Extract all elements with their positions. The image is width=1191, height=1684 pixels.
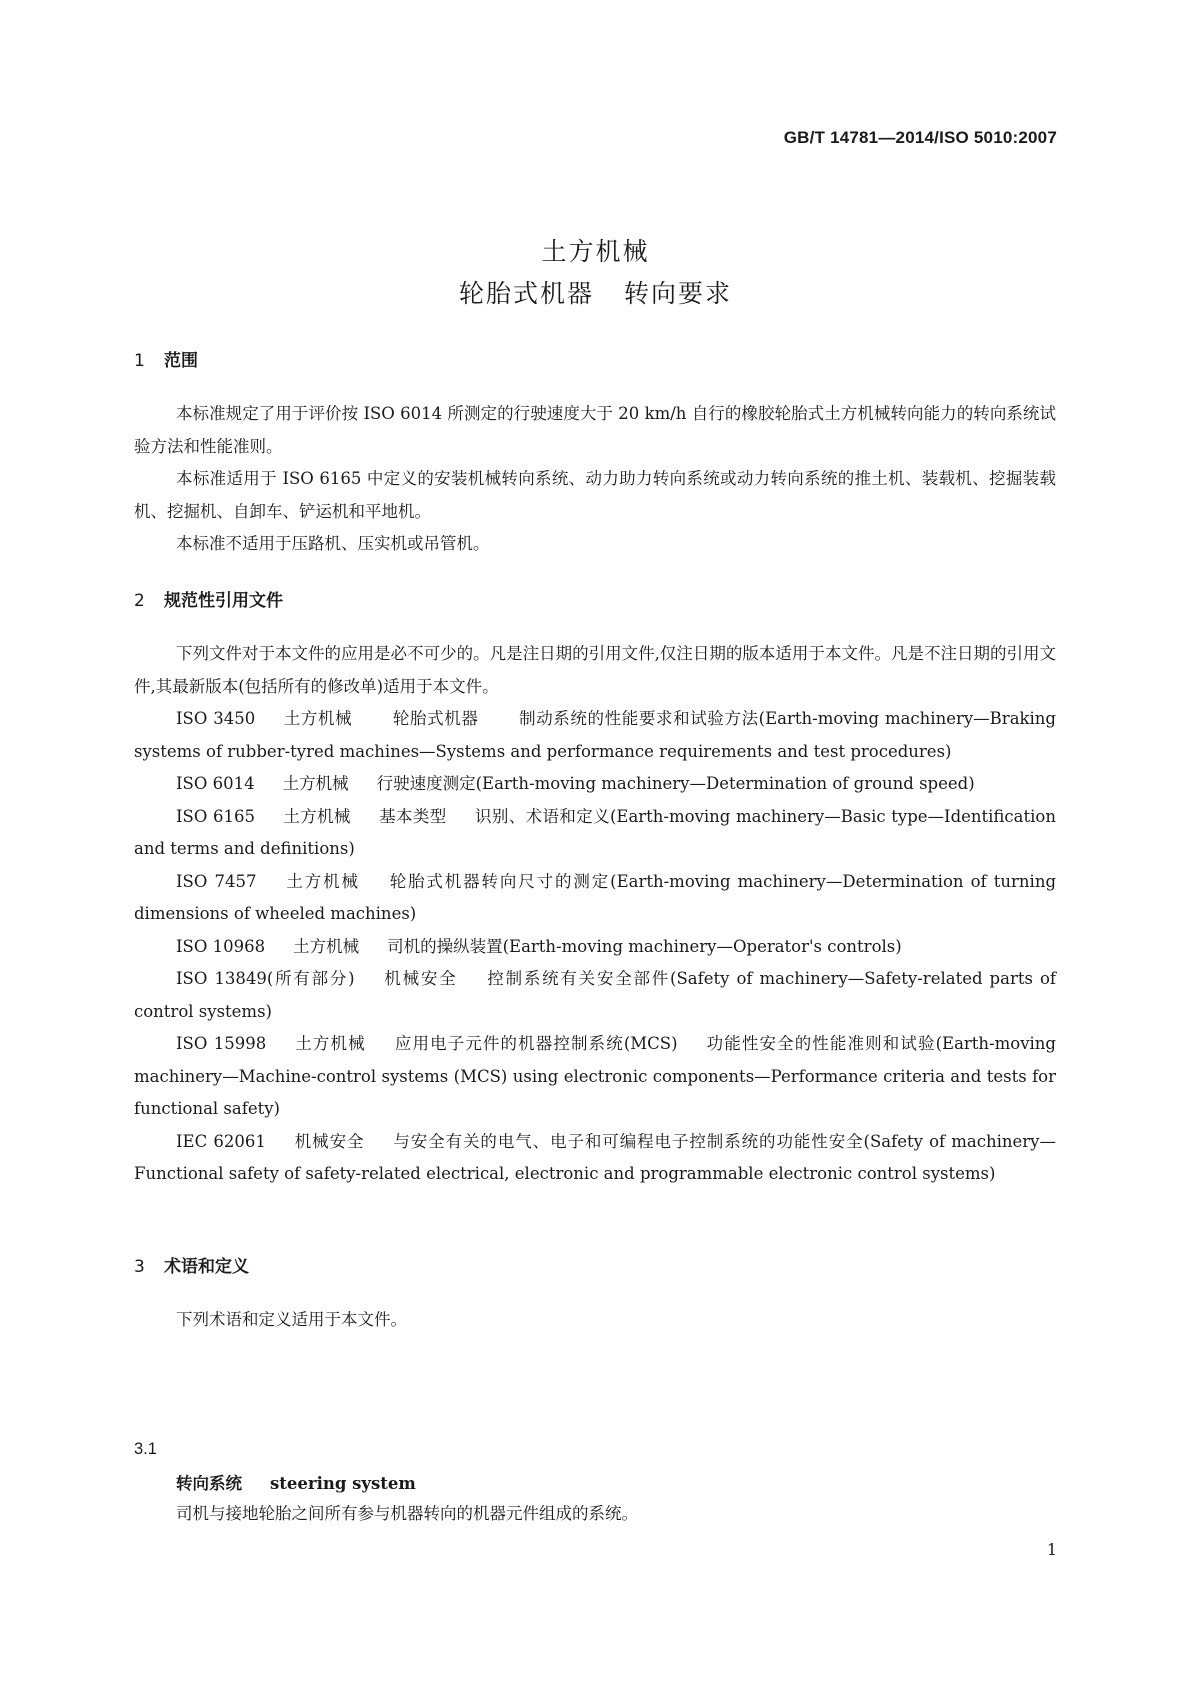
reference-item: ISO 13849(所有部分) 机械安全 控制系统有关安全部件(Safety of machinery—Safety-related parts of control systems) <box>134 969 1057 1021</box>
doc-title-line2 <box>0 274 1191 310</box>
reference-item: ISO 6165 土方机械 基本类型 识别、术语和定义(Earth-moving machinery—Basic type—Identification and terms and definitions) <box>134 806 1056 858</box>
section-number: 2 <box>134 591 145 611</box>
paragraph: 本标准规定了用于评价按 ISO 6014 所测定的行驶速度大于 20 km/h 自行的橡胶轮胎式土方机械转向能力的转向系统试验方法和性能准则。 <box>134 404 1056 456</box>
paragraph: 下列文件对于本文件的应用是必不可少的。凡是注日期的引用文件,仅注日期的版本适用于本文件。凡是不注日期的引用文件,其最新版本(包括所有的修改单)适用于本文件。 <box>134 644 1056 696</box>
term-english: steering system <box>270 1474 416 1493</box>
paragraph: 本标准不适用于压路机、压实机或吊管机。 <box>176 534 490 553</box>
section-2-heading <box>134 586 283 611</box>
term-definition: 司机与接地轮胎之间所有参与机器转向的机器元件组成的系统。 <box>176 1504 638 1523</box>
section-1-heading <box>134 346 198 371</box>
reference-item: ISO 10968 土方机械 司机的操纵装置(Earth-moving machinery—Operator's controls) <box>176 936 902 956</box>
section-3-body <box>134 1304 1056 1337</box>
section-title: 规范性引用文件 <box>164 591 283 611</box>
term-number: 3.1 <box>134 1440 157 1458</box>
section-1-body <box>134 398 1056 561</box>
section-number: 1 <box>134 351 145 371</box>
term-heading <box>176 1470 416 1494</box>
paragraph: 下列术语和定义适用于本文件。 <box>176 1310 407 1329</box>
paragraph: 本标准适用于 ISO 6165 中定义的安装机械转向系统、动力助力转向系统或动力转向系统的推土机、装载机、挖掘装载机、挖掘机、自卸车、铲运机和平地机。 <box>134 469 1056 521</box>
title-part-a: 轮胎式机器 <box>458 279 594 308</box>
section-title: 术语和定义 <box>164 1257 249 1277</box>
page-number: 1 <box>1046 1540 1057 1559</box>
section-title: 范围 <box>164 351 198 371</box>
reference-item: ISO 15998 土方机械 应用电子元件的机器控制系统(MCS) 功能性安全的性能准则和试验(Earth-moving machinery—Machine-control systems (MCS) using electronic components—Performance criteria and tests for functional safety) <box>134 1034 1056 1118</box>
reference-item: IEC 62061 机械安全 与安全有关的电气、电子和可编程电子控制系统的功能性安全(Safety of machinery—Functional safety of safety-related electrical, electronic and programmable electronic control systems) <box>134 1131 1057 1183</box>
title-part-b: 转向要求 <box>624 279 733 308</box>
reference-item: ISO 6014 土方机械 行驶速度测定(Earth-moving machinery—Determination of ground speed) <box>176 774 975 793</box>
reference-item: ISO 7457 土方机械 轮胎式机器转向尺寸的测定(Earth-moving machinery—Determination of turning dimensions of wheeled machines) <box>134 871 1057 923</box>
standard-code: GB/T 14781—2014/ISO 5010:2007 <box>783 128 1057 147</box>
doc-title-line1: 土方机械 <box>541 237 650 266</box>
section-number: 3 <box>134 1257 145 1277</box>
term-chinese: 转向系统 <box>176 1474 242 1493</box>
section-2-body <box>134 638 1056 1191</box>
section-3-heading <box>134 1252 249 1277</box>
reference-item: ISO 3450 土方机械 轮胎式机器 制动系统的性能要求和试验方法(Earth-moving machinery—Braking systems of rubber-tyred machines—Systems and performance requirements and test procedures) <box>134 709 1056 761</box>
